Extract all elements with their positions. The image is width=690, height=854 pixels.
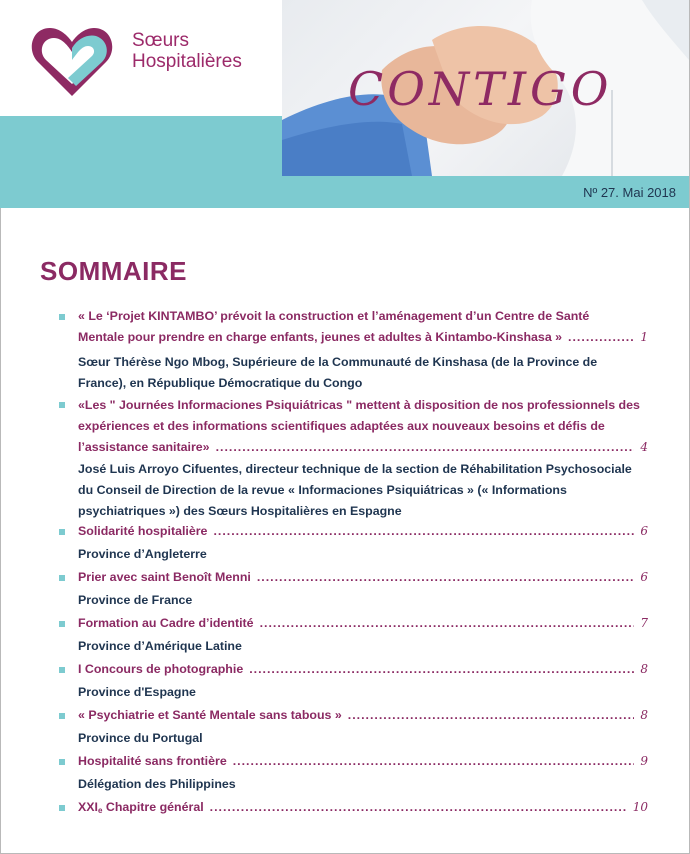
leader-dots (216, 437, 635, 458)
toc-entry[interactable] (78, 751, 648, 772)
entry-author: Province d’Angleterre (78, 547, 207, 561)
entry-title-text: l’assistance sanitaire» (78, 440, 210, 454)
entry-title-text: Formation au Cadre d’identité (78, 616, 254, 630)
toc-entry[interactable] (78, 613, 648, 634)
leader-dots (233, 751, 635, 772)
bullet-icon (59, 667, 65, 673)
bullet-icon (59, 402, 65, 408)
bullet-icon (59, 713, 65, 719)
entry-title-line (78, 659, 648, 680)
entry-title-line (78, 327, 648, 348)
entry-title-superscript: e (97, 806, 103, 815)
entry-title-text: I Concours de photographie (78, 662, 244, 676)
entry-author (78, 352, 648, 394)
entry-title-main: XXI (78, 800, 98, 814)
leader-dots (210, 797, 627, 818)
entry-title-line (78, 437, 648, 458)
entry-title-line (78, 567, 648, 588)
author-line: Sœur Thérèse Ngo Mbog, Supérieure de la Communauté de Kinshasa (de la Province de (78, 355, 598, 369)
bullet-icon (59, 759, 65, 765)
author-line: José Luis Arroyo Cifuentes, directeur technique de la section de Réhabilitation Psychosociale (78, 462, 632, 476)
toc-entry[interactable] (78, 521, 648, 542)
magazine-title: CONTIGO (348, 62, 613, 116)
toc-entry[interactable] (78, 797, 648, 819)
teal-band (0, 116, 282, 176)
entry-title-line (78, 705, 648, 726)
entry-author: Province du Portugal (78, 731, 203, 745)
entry-title-text: Hospitalité sans frontière (78, 754, 227, 768)
logo-line1: Sœurs (132, 30, 189, 51)
page-title: SOMMAIRE (40, 256, 187, 286)
entry-author: Province d’Amérique Latine (78, 639, 242, 653)
leader-dots (257, 567, 635, 588)
toc-entry[interactable] (78, 306, 648, 348)
page-number: 4 (640, 440, 648, 454)
entry-author: Province de France (78, 593, 193, 607)
entry-title-text: « Psychiatrie et Santé Mentale sans tabous » (78, 708, 342, 722)
leader-dots (348, 705, 635, 726)
heart-logo-icon (28, 20, 116, 102)
page-number: 9 (640, 754, 648, 768)
entry-title-line (78, 751, 648, 772)
entry-title-rest: Chapitre général (102, 800, 204, 814)
entry-title-line: expériences et des informations scientifiques adaptées aux nouveaux besoins et défis de (78, 419, 605, 433)
author-line: psychiatriques ») des Sœurs Hospitalières en Espagne (78, 504, 402, 518)
page-number: 8 (640, 662, 648, 676)
entry-title-line: « Le ‘Projet KINTAMBO’ prévoit la construction et l’aménagement d’un Centre de Santé (78, 309, 590, 323)
entry-title-line (78, 613, 648, 634)
bullet-icon (59, 529, 65, 535)
bullet-icon (59, 805, 65, 811)
logo-text (132, 30, 242, 72)
entry-title-text: Prier avec saint Benoît Menni (78, 570, 251, 584)
bullet-icon (59, 314, 65, 320)
page-number: 10 (632, 800, 648, 814)
entry-author: Province d'Espagne (78, 685, 196, 699)
entry-title-line (78, 797, 648, 819)
logo-area (0, 0, 282, 116)
toc-entry[interactable] (78, 659, 648, 680)
entry-title-line (78, 521, 648, 542)
page-number: 8 (640, 708, 648, 722)
issue-number: Nº 27. Mai 2018 (583, 185, 676, 200)
page-number: 1 (640, 330, 648, 344)
leader-dots (213, 521, 634, 542)
entry-title-text: Solidarité hospitalière (78, 524, 208, 538)
entry-title-text: Mentale pour prendre en charge enfants, jeunes et adultes à Kintambo-Kinshasa » (78, 330, 563, 344)
entry-author: Délégation des Philippines (78, 777, 236, 791)
page-number: 6 (640, 570, 648, 584)
author-line: France), en République Démocratique du Congo (78, 376, 363, 390)
page-number: 6 (640, 524, 648, 538)
toc-entry[interactable] (78, 705, 648, 726)
leader-dots (249, 659, 634, 680)
entry-author (78, 459, 648, 522)
bullet-icon (59, 621, 65, 627)
toc-entry[interactable] (78, 567, 648, 588)
entry-title-line: «Les " Journées Informaciones Psiquiátricas " mettent à disposition de nos professionnels des (78, 398, 640, 412)
author-line: du Conseil de Direction de la revue « Informaciones Psiquiátricas » (« Informations (78, 483, 567, 497)
entry-title-text (78, 797, 204, 819)
page-number: 7 (640, 616, 648, 630)
toc-entry[interactable] (78, 395, 648, 458)
bullet-icon (59, 575, 65, 581)
leader-dots (260, 613, 635, 634)
logo-line2: Hospitalières (132, 51, 242, 72)
leader-dots (568, 327, 634, 348)
